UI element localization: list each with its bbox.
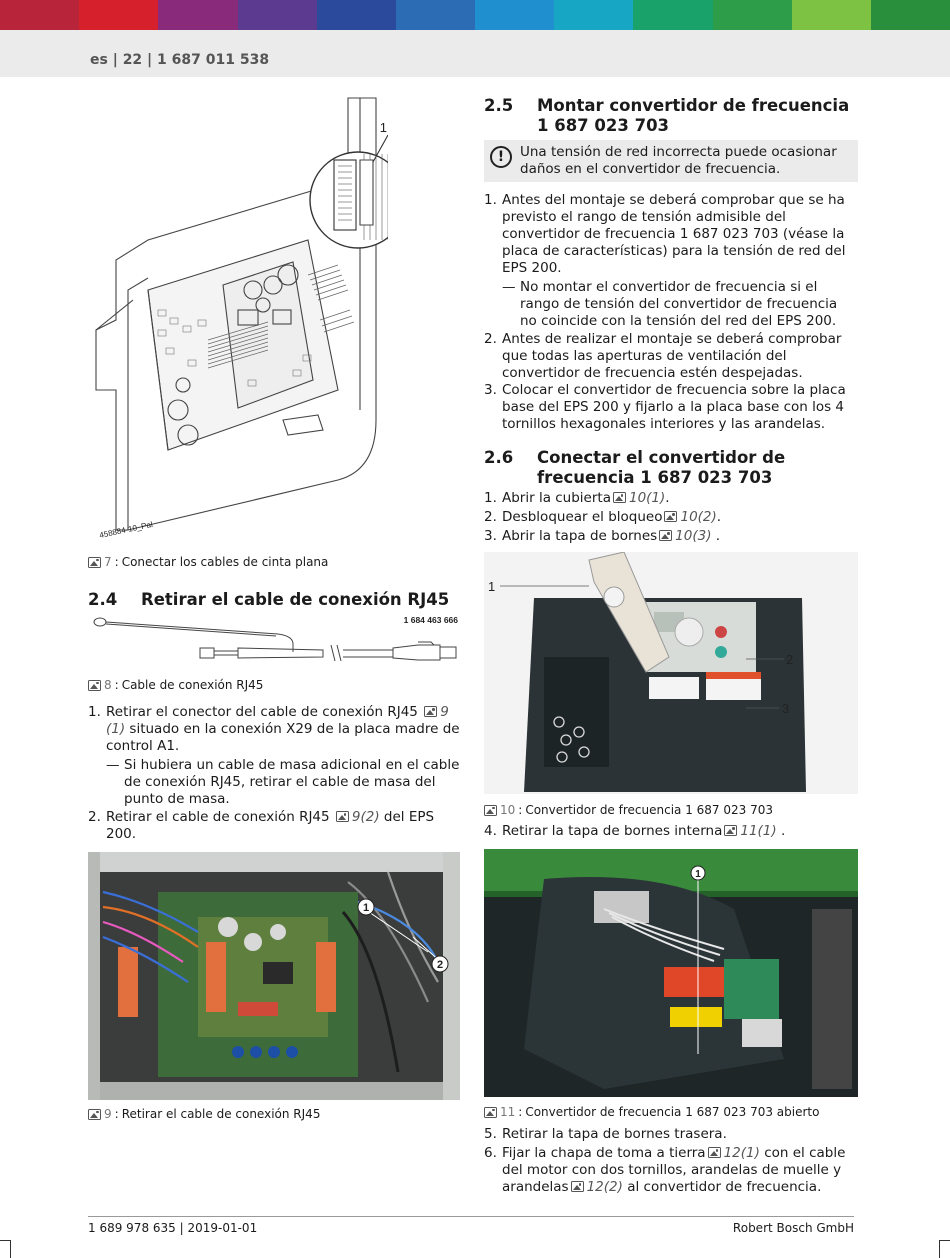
fig9-callout-2: 2 [436, 959, 444, 971]
step-text [106, 809, 462, 843]
figure-reference-link[interactable]: 12(2) [586, 1179, 623, 1195]
figure-reference-link[interactable]: 10(2) [680, 509, 717, 525]
fig10-callout-3: 3 [782, 701, 790, 716]
section-2-4-steps-cont [88, 809, 462, 843]
caption-text: Retirar el cable de conexión RJ45 [121, 1107, 321, 1121]
drawing-code: 458884-10_Pal [98, 519, 154, 540]
step-text-part: situado en la conexión X29 de la placa madre de control A1. [106, 721, 460, 754]
crop-mark [10, 1240, 11, 1258]
step-text [502, 823, 785, 840]
list-item [484, 509, 858, 526]
figure-number: 8 [104, 678, 112, 692]
figure-number: 11 [500, 1105, 516, 1119]
step-text-part: al convertidor de frecuencia. [627, 1179, 822, 1195]
step-number: 6. [484, 1145, 497, 1161]
image-icon [724, 825, 737, 836]
band-segment-6 [475, 0, 554, 30]
figure-10-photo [484, 552, 858, 794]
ribbon-cable-drawing [88, 90, 388, 545]
caption-text: Cable de conexión RJ45 [121, 678, 264, 692]
figure-reference-link[interactable]: 10(1) [628, 490, 666, 506]
step-text-part: . [776, 823, 786, 839]
band-segment-9 [713, 0, 792, 30]
step-text-part: . [665, 490, 670, 506]
page-header: es | 22 | 1 687 011 538 [90, 52, 270, 68]
list-item [484, 823, 858, 840]
fig11-callout-1: 1 [695, 869, 701, 880]
image-icon [88, 1109, 101, 1120]
band-segment-3 [238, 0, 317, 30]
list-item [484, 382, 858, 433]
figure-reference-link[interactable]: 9 (1) [106, 704, 449, 737]
figure-8-drawing [88, 612, 460, 664]
sub-note [484, 279, 858, 330]
step-number: 3. [484, 528, 497, 544]
caption-separator: : [114, 678, 119, 692]
image-icon [613, 492, 626, 503]
section-number: 2.5 [484, 96, 514, 115]
right-column [484, 90, 858, 1196]
list-item [484, 192, 858, 277]
figure-number: 10 [500, 803, 516, 817]
list-item [484, 490, 858, 507]
section-2-6-step-4 [484, 823, 858, 840]
section-2-5-steps [484, 192, 858, 277]
image-icon [571, 1181, 584, 1192]
step-text: Retirar la tapa de bornes trasera. [502, 1126, 727, 1142]
step-number: 2. [88, 809, 101, 825]
figure-9-caption [88, 1107, 462, 1121]
step-text [502, 528, 720, 545]
warning-icon: ! [490, 146, 512, 168]
band-segment-8 [633, 0, 712, 30]
step-text: Antes de realizar el montaje se deberá comprobar que todas las aperturas de ventilación del convertidor de frecuencia estén despejadas. [502, 331, 842, 381]
section-title: Conectar el convertidor de frecuencia 1 687 023 703 [537, 448, 786, 487]
sub-note-text: Si hubiera un cable de masa adicional en el cable de conexión RJ45, retirar el cable de masa del punto de masa. [124, 757, 460, 807]
step-number: 5. [484, 1126, 497, 1142]
fig7-callout-1: 1 [379, 120, 387, 135]
caption-separator: : [518, 1105, 523, 1119]
step-text-part: Retirar el conector del cable de conexión RJ45 [106, 704, 418, 720]
image-icon [708, 1147, 721, 1158]
section-2-4-steps [88, 704, 462, 755]
caption-text: Conectar los cables de cinta plana [121, 555, 329, 569]
figure-number: 9 [104, 1107, 112, 1121]
step-text-part: Retirar el cable de conexión RJ45 [106, 809, 330, 825]
crop-mark [0, 1240, 10, 1241]
figure-11-photo [484, 849, 858, 1097]
step-text-part: Abrir la tapa de bornes [502, 528, 658, 544]
image-icon [336, 811, 349, 822]
step-number: 2. [484, 331, 497, 347]
caption-text: Convertidor de frecuencia 1 687 023 703 abierto [525, 1105, 820, 1119]
dash-marker: — [502, 279, 516, 295]
footer-divider [88, 1216, 854, 1217]
band-segment-4 [317, 0, 396, 30]
fig10-callout-2: 2 [786, 652, 794, 667]
warning-notice [484, 140, 858, 182]
frequency-converter-photo [484, 552, 858, 794]
image-icon [659, 530, 672, 541]
step-text-part: Abrir la cubierta [502, 490, 611, 506]
step-text: Antes del montaje se deberá comprobar que se ha previsto el rango de tensión admisible del convertidor de frecuencia 1 687 023 703 (véase la placa de características) para la tensión de red del EPS 200. [502, 192, 846, 276]
step-text-part: Fijar la chapa de toma a tierra [502, 1145, 706, 1161]
section-2-5-heading [484, 96, 858, 136]
left-column [88, 90, 462, 1121]
image-icon [664, 511, 677, 522]
sub-note-text: No montar el convertidor de frecuencia si el rango de tensión del convertidor de frecuencia no coincide con la tensión del red del EPS 200. [520, 279, 838, 329]
step-text: Colocar el convertidor de frecuencia sobre la placa base del EPS 200 y fijarlo a la placa base con los 4 tornillos hexagonales interiores y las arandelas. [502, 382, 846, 432]
fig10-callout-1: 1 [488, 579, 496, 594]
step-text-part: con el cable del motor con dos tornillos, arandelas de muelle y arandelas [502, 1145, 846, 1195]
caption-text: Convertidor de frecuencia 1 687 023 703 [525, 803, 773, 817]
brand-color-band [0, 0, 950, 30]
section-number: 2.4 [88, 590, 118, 609]
section-title: Montar convertidor de frecuencia 1 687 023 703 [537, 96, 850, 135]
list-item [484, 331, 858, 382]
fig9-callout-1: 1 [362, 902, 370, 914]
list-item [484, 528, 858, 545]
band-segment-0 [0, 0, 79, 30]
step-text [502, 490, 670, 507]
band-segment-2 [158, 0, 237, 30]
step-text-part: . [711, 528, 721, 544]
step-number: 3. [484, 382, 497, 398]
band-segment-11 [871, 0, 950, 30]
step-text [502, 509, 721, 526]
caption-separator: : [114, 1107, 119, 1121]
image-icon [484, 1107, 497, 1118]
figure-11-caption [484, 1105, 858, 1119]
sub-note [88, 757, 462, 808]
step-text [106, 704, 462, 755]
figure-reference-link[interactable]: 12(1) [723, 1145, 760, 1161]
step-text-part: Retirar la tapa de bornes interna [502, 823, 723, 839]
figure-10-caption [484, 803, 858, 817]
section-title: Retirar el cable de conexión RJ45 [141, 590, 450, 609]
step-text-part: . [716, 509, 722, 525]
figure-reference-link[interactable]: 11(1) [740, 823, 777, 839]
step-number: 1. [484, 490, 497, 506]
figure-reference-link[interactable]: 9(2) [351, 809, 380, 825]
caption-separator: : [114, 555, 119, 569]
section-2-4-heading [88, 590, 462, 610]
figure-7-caption [88, 555, 462, 569]
list-item [88, 809, 462, 843]
image-icon [88, 680, 101, 691]
band-segment-10 [792, 0, 871, 30]
image-icon [424, 706, 437, 717]
step-text [502, 1145, 858, 1196]
list-item [484, 1145, 858, 1196]
list-item [484, 1126, 858, 1143]
band-segment-7 [554, 0, 633, 30]
band-segment-5 [396, 0, 475, 30]
section-2-5-steps-cont [484, 331, 858, 433]
caption-separator: : [518, 803, 523, 817]
cable-part-number: 1 684 463 666 [403, 615, 458, 625]
step-number: 2. [484, 509, 497, 525]
figure-7-drawing [88, 90, 388, 545]
footer-publisher: Robert Bosch GmbH [732, 1221, 854, 1235]
footer-document-info: 1 689 978 635 | 2019-01-01 [88, 1221, 258, 1235]
figure-8-caption [88, 678, 462, 692]
step-number: 1. [88, 704, 101, 720]
figure-reference-link[interactable]: 10(3) [675, 528, 712, 544]
crop-mark [939, 1240, 940, 1258]
section-2-6-steps-final [484, 1126, 858, 1196]
section-2-6-steps [484, 490, 858, 545]
section-2-6-heading [484, 448, 858, 488]
rj45-cable-drawing [88, 612, 460, 664]
band-segment-1 [79, 0, 158, 30]
control-board-photo [88, 852, 460, 1100]
step-number: 1. [484, 192, 497, 208]
list-item [88, 704, 462, 755]
open-converter-photo [484, 849, 858, 1097]
figure-9-photo [88, 852, 460, 1100]
image-icon [88, 557, 101, 568]
image-icon [484, 805, 497, 816]
section-number: 2.6 [484, 448, 514, 467]
step-text-part: Desbloquear el bloqueo [502, 509, 663, 525]
crop-mark [940, 1240, 950, 1241]
notice-text: Una tensión de red incorrecta puede ocasionar daños en el convertidor de frecuencia. [520, 144, 837, 177]
dash-marker: — [106, 757, 120, 773]
step-number: 4. [484, 823, 497, 839]
figure-number: 7 [104, 555, 112, 569]
step-text-part: del EPS 200. [106, 809, 435, 842]
